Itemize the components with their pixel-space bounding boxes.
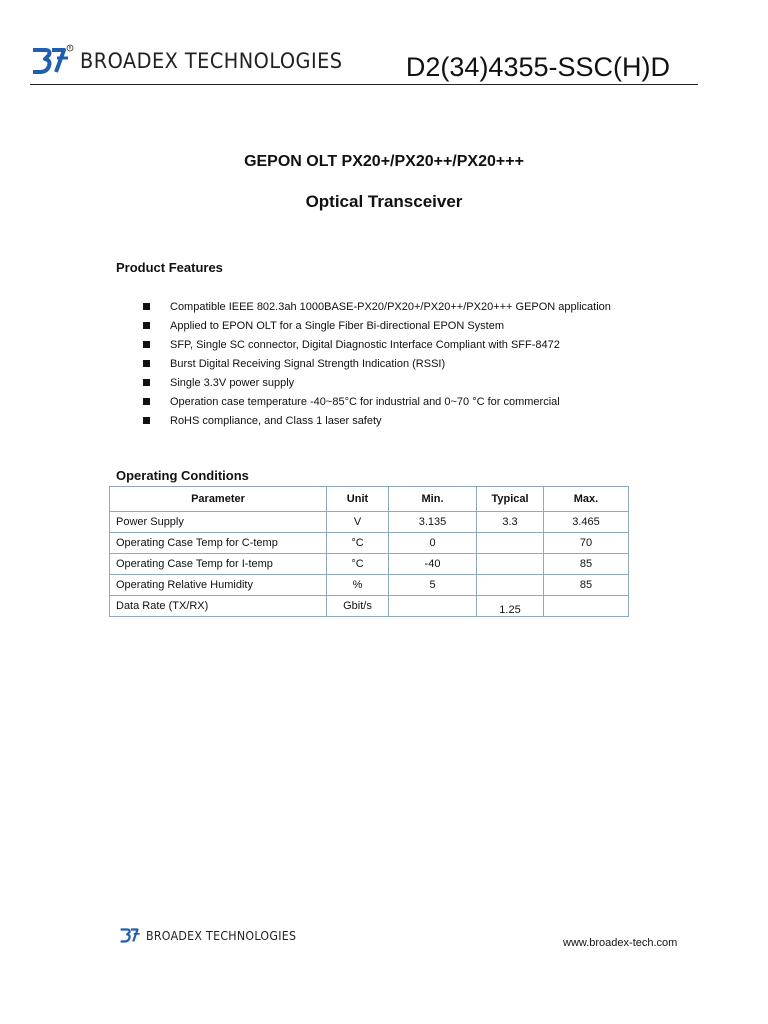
feature-text: Operation case temperature -40~85°C for industrial and 0~70 °C for commercial [170, 395, 560, 408]
table-cell: 3.135 [389, 512, 477, 533]
brand-name: BROADEX TECHNOLOGIES [80, 49, 343, 73]
table-row [110, 554, 629, 575]
product-subtitle: Optical Transceiver [305, 192, 463, 211]
table-cell [477, 554, 544, 575]
list-item [143, 373, 611, 392]
document-id: D2(34)4355-SSC(H)D [405, 52, 670, 82]
table-cell: °C [327, 554, 389, 575]
feature-text: RoHS compliance, and Class 1 laser safety [170, 414, 382, 427]
column-header: Min. [389, 487, 477, 512]
list-item [143, 316, 611, 335]
list-item [143, 335, 611, 354]
features-list [143, 297, 611, 430]
list-item [143, 392, 611, 411]
table-cell: Operating Case Temp for I-temp [110, 554, 327, 575]
broadex-logo-icon [30, 44, 74, 78]
table-cell [477, 533, 544, 554]
feature-text: Applied to EPON OLT for a Single Fiber Bi-directional EPON System [170, 319, 505, 332]
features-heading: Product Features [116, 260, 223, 275]
table-cell: 3.3 [477, 512, 544, 533]
operating-conditions-table [109, 486, 629, 617]
footer-url: www.broadex-tech.com [563, 937, 678, 949]
square-bullet-icon [143, 360, 150, 367]
square-bullet-icon [143, 379, 150, 386]
list-item [143, 297, 611, 316]
column-header: Unit [327, 487, 389, 512]
table-cell: V [327, 512, 389, 533]
table-cell [389, 596, 477, 617]
footer-logo [119, 926, 309, 945]
column-header: Parameter [110, 487, 327, 512]
broadex-logo [30, 44, 365, 78]
square-bullet-icon [143, 398, 150, 405]
table-cell: 5 [389, 575, 477, 596]
table-cell: -40 [389, 554, 477, 575]
table-row [110, 533, 629, 554]
square-bullet-icon [143, 303, 150, 310]
table-cell: Gbit/s [327, 596, 389, 617]
table-header-row [110, 487, 629, 512]
column-header: Typical [477, 487, 544, 512]
operating-heading: Operating Conditions [116, 468, 249, 483]
table-row [110, 596, 629, 617]
table-cell: % [327, 575, 389, 596]
table-row [110, 512, 629, 533]
square-bullet-icon [143, 417, 150, 424]
list-item [143, 354, 611, 373]
column-header: Max. [544, 487, 629, 512]
broadex-logo-icon [119, 926, 143, 945]
table-cell: Data Rate (TX/RX) [110, 596, 327, 617]
table-cell: 85 [544, 575, 629, 596]
table-cell [544, 596, 629, 617]
list-item [143, 411, 611, 430]
table-cell: 1.25 [477, 596, 544, 617]
feature-text: Burst Digital Receiving Signal Strength Indication (RSSI) [170, 357, 446, 370]
feature-text: SFP, Single SC connector, Digital Diagnostic Interface Compliant with SFF-8472 [170, 338, 560, 351]
page-header [30, 40, 698, 85]
table-cell: 70 [544, 533, 629, 554]
table-cell: 3.465 [544, 512, 629, 533]
feature-text: Single 3.3V power supply [170, 376, 295, 389]
table-cell: 85 [544, 554, 629, 575]
table-cell: Operating Case Temp for C-temp [110, 533, 327, 554]
table-cell: 0 [389, 533, 477, 554]
product-title: GEPON OLT PX20+/PX20++/PX20+++ [244, 153, 524, 170]
feature-text: Compatible IEEE 802.3ah 1000BASE-PX20/PX20+/PX20++/PX20+++ GEPON application [170, 300, 611, 313]
table-cell: °C [327, 533, 389, 554]
table-row [110, 575, 629, 596]
table-cell: Operating Relative Humidity [110, 575, 327, 596]
table-cell [477, 575, 544, 596]
square-bullet-icon [143, 322, 150, 329]
square-bullet-icon [143, 341, 150, 348]
footer-brand-name: BROADEX TECHNOLOGIES [146, 928, 297, 943]
table-cell: Power Supply [110, 512, 327, 533]
svg-text:R: R [68, 45, 72, 51]
